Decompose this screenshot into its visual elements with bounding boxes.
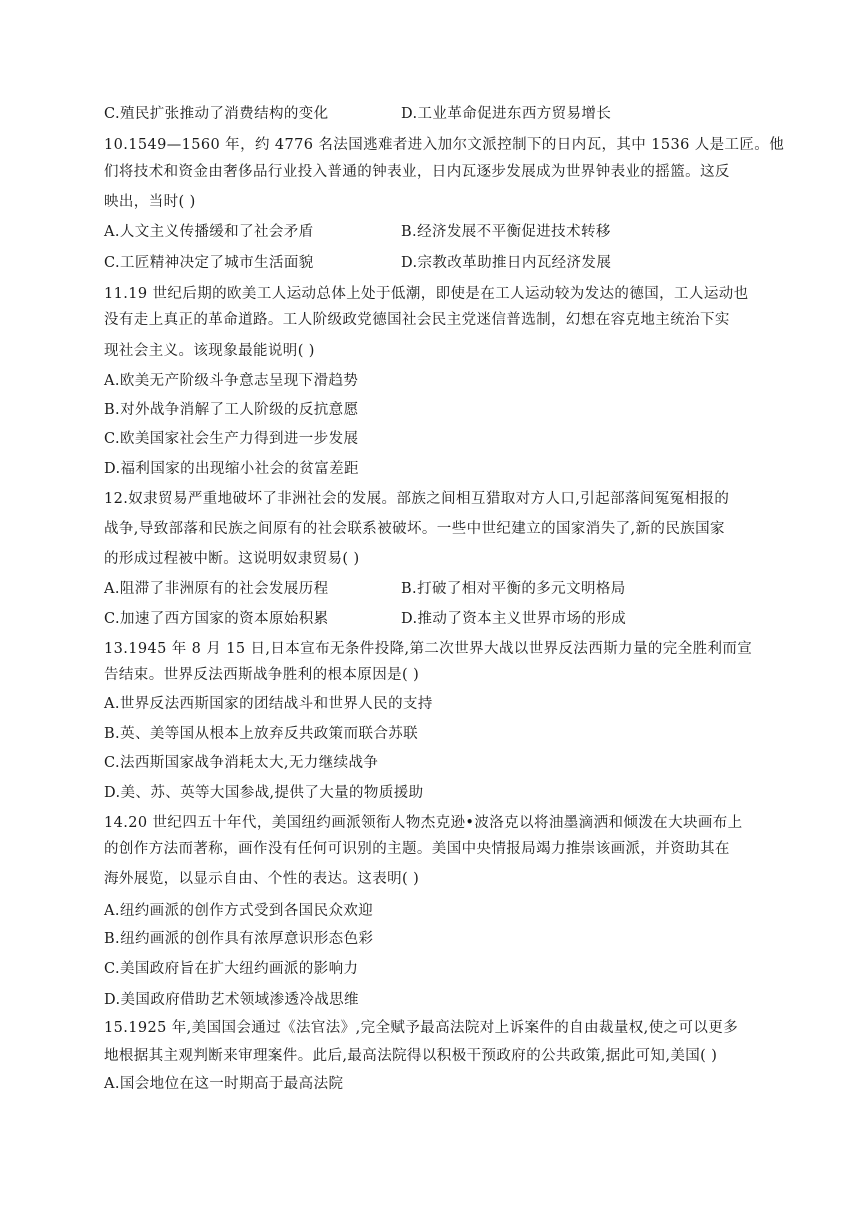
option-text: C.法西斯国家战争消耗太大,无力继续战争 [104, 755, 379, 771]
option-row [104, 222, 764, 242]
option-text: D.美国政府借助艺术领域渗透冷战思维 [104, 992, 359, 1008]
question-text: 们将技术和资金由奢侈品行业投入普通的钟表业，日内瓦逐步发展成为世界钟表业的摇篮。这反 [104, 164, 730, 180]
option-text: C.工匠精神决定了城市生活面貌 [104, 255, 314, 271]
option-row [104, 609, 764, 629]
option-text: B.英、美等国从根本上放弃反共政策而联合苏联 [104, 726, 419, 742]
question-text: 12.奴隶贸易严重地破坏了非洲社会的发展。部族之间相互猎取对方人口,引起部落间冤冤相报的 [104, 491, 730, 507]
question-text: 的创作方法而著称，画作没有任何可识别的主题。美国中央情报局竭力推崇该画派，并资助其在 [104, 841, 730, 857]
option-text: A.纽约画派的创作方式受到各国民众欢迎 [104, 903, 374, 919]
question-text: 告结束。世界反法西斯战争胜利的根本原因是( ) [104, 667, 420, 683]
option-row [104, 104, 764, 124]
question-text: 地根据其主观判断来审理案件。此后,最高法院得以积极干预政府的公共政策,据此可知,美国( ) [104, 1048, 718, 1064]
question-text: 没有走上真正的革命道路。工人阶级政党德国社会民主党迷信普选制，幻想在容克地主统治下实 [104, 312, 730, 328]
question-text: 10.1549—1560 年，约 4776 名法国逃难者进入加尔文派控制下的日内瓦，其中 1536 人是工匠。他 [104, 137, 785, 153]
option-row [104, 253, 764, 273]
question-text: 现社会主义。该现象最能说明( ) [104, 343, 315, 359]
option-text: D.工业革命促进东西方贸易增长 [401, 106, 612, 122]
option-text: B.经济发展不平衡促进技术转移 [401, 224, 611, 240]
option-row [104, 579, 764, 599]
option-text: B.打破了相对平衡的多元文明格局 [401, 581, 626, 597]
option-text: C.殖民扩张推动了消费结构的变化 [104, 106, 329, 122]
question-text: 13.1945 年 8 月 15 日,日本宣布无条件投降,第二次世界大战以世界反法西斯力量的完全胜利而宣 [104, 641, 753, 657]
option-text: D.福利国家的出现缩小社会的贫富差距 [104, 461, 359, 477]
option-text: D.美、苏、英等大国参战,提供了大量的物质援助 [104, 785, 424, 801]
option-text: B.纽约画派的创作具有浓厚意识形态色彩 [104, 931, 374, 947]
option-text: A.人文主义传播缓和了社会矛盾 [104, 224, 314, 240]
option-text: A.世界反法西斯国家的团结战斗和世界人民的支持 [104, 696, 433, 712]
question-text: 的形成过程被中断。这说明奴隶贸易( ) [104, 551, 360, 567]
question-text: 战争,导致部落和民族之间原有的社会联系被破坏。一些中世纪建立的国家消失了,新的民族国家 [104, 521, 725, 537]
option-text: D.推动了资本主义世界市场的形成 [401, 611, 627, 627]
option-text: C.美国政府旨在扩大纽约画派的影响力 [104, 961, 359, 977]
option-text: A.国会地位在这一时期高于最高法院 [104, 1076, 344, 1092]
option-text: C.加速了西方国家的资本原始积累 [104, 611, 329, 627]
question-text: 映出，当时( ) [104, 194, 196, 210]
option-text: B.对外战争消解了工人阶级的反抗意愿 [104, 402, 359, 418]
option-text: A.阻滞了非洲原有的社会发展历程 [104, 581, 329, 597]
option-text: D.宗教改革助推日内瓦经济发展 [401, 255, 612, 271]
question-text: 11.19 世纪后期的欧美工人运动总体上处于低潮，即使是在工人运动较为发达的德国，工人运动也 [104, 286, 749, 302]
option-text: A.欧美无产阶级斗争意志呈现下滑趋势 [104, 373, 359, 389]
question-text: 海外展览，以显示自由、个性的表达。这表明( ) [104, 871, 420, 887]
option-text: C.欧美国家社会生产力得到进一步发展 [104, 431, 359, 447]
question-text: 14.20 世纪四五十年代，美国纽约画派领衔人物杰克逊•波洛克以将油墨滴洒和倾泼在大块画布上 [104, 815, 743, 831]
question-text: 15.1925 年,美国国会通过《法官法》,完全赋予最高法院对上诉案件的自由裁量权,使之可以更多 [104, 1020, 739, 1036]
